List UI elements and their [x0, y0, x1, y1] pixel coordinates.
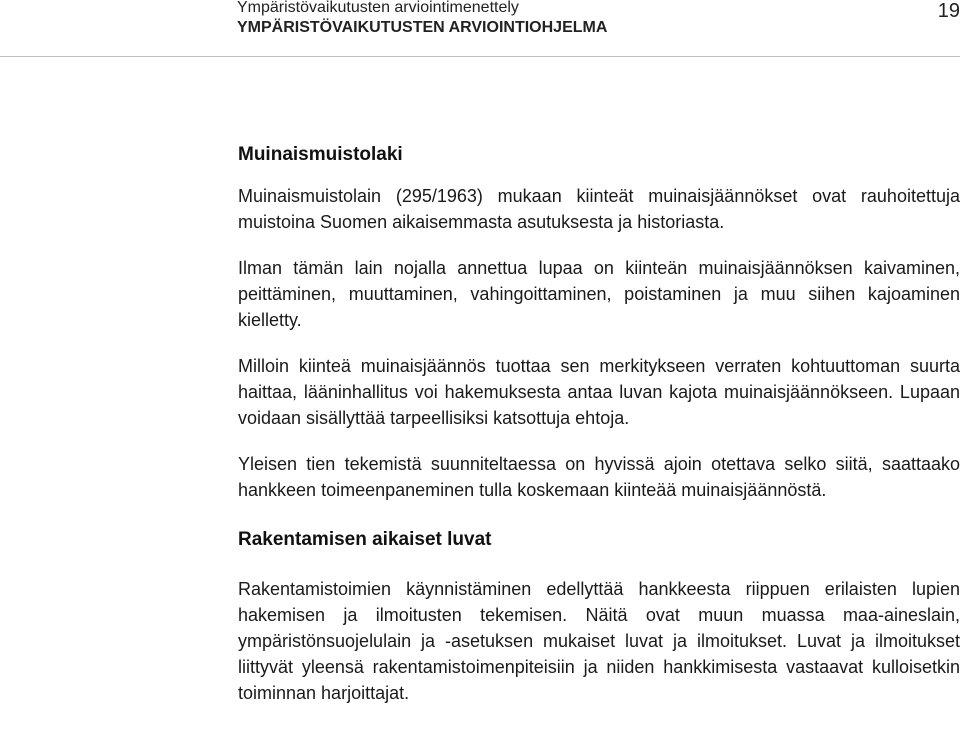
paragraph: Muinaismuistolain (295/1963) mukaan kiinteät muinaisjäännökset ovat rauhoitettuja muistoina Suomen aikaisemmasta asutuksesta ja historiasta.: [238, 186, 960, 232]
section-heading-muinaismuistolaki: Muinaismuistolaki: [238, 144, 403, 165]
running-title: Ympäristövaikutusten arviointimenettely: [237, 0, 519, 16]
header-divider: [0, 56, 960, 57]
paragraph: Ilman tämän lain nojalla annettua lupaa on kiinteän muinaisjäännöksen kaivaminen, peittäminen, muuttaminen, vahingoittaminen, poistaminen ja muu siihen kajoaminen kielletty.: [238, 258, 960, 330]
running-subtitle: YMPÄRISTÖVAIKUTUSTEN ARVIOINTIOHJELMA: [237, 19, 608, 36]
paragraph: Rakentamistoimien käynnistäminen edellyttää hankkeesta riippuen erilaisten lupien hakemisen ja ilmoitusten tekemisen. Näitä ovat muun muassa maa-aineslain, ympäristönsuojelulain ja -asetuksen mukaiset luvat ja ilmoitukset. Luvat ja ilmoitukset liittyvät yleensä rakentamistoimenpiteisiin ja niiden hankkimisesta vastaavat kulloisetkin toiminnan harjoittajat.: [238, 579, 960, 703]
paragraph: Yleisen tien tekemistä suunniteltaessa on hyvissä ajoin otettava selko siitä, saattaako hankkeen toimeenpaneminen tulla koskemaan kiinteää muinaisjäännöstä.: [238, 454, 960, 500]
paragraph: Milloin kiinteä muinaisjäännös tuottaa sen merkitykseen verraten kohtuuttoman suurta haittaa, lääninhallitus voi hakemuksesta antaa luvan kajota muinaisjäännökseen. Lupaan voidaan sisällyttää tarpeellisiksi katsottuja ehtoja.: [238, 356, 960, 428]
document-body: [238, 143, 960, 726]
section-heading-rakentamisen-luvat: Rakentamisen aikaiset luvat: [238, 529, 492, 550]
page-number: 19: [937, 0, 960, 22]
